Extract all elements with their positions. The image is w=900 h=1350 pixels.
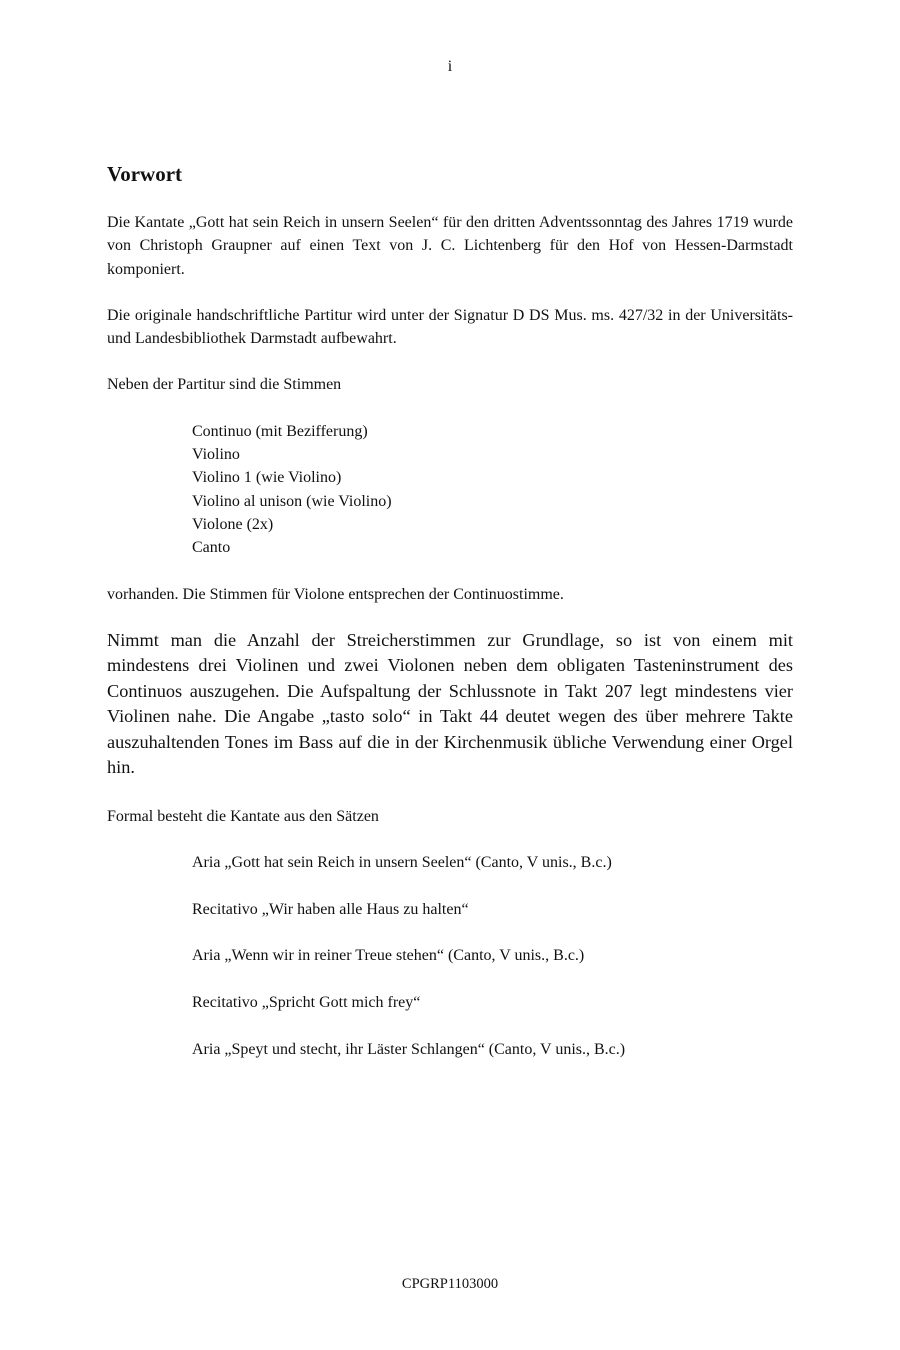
list-item: Violino	[192, 446, 240, 464]
list-item: Violone (2x)	[192, 515, 274, 533]
footer-catalog-code: CPGRP1103000	[401, 1276, 499, 1292]
list-item: Continuo (mit Bezifferung)	[192, 422, 368, 440]
page-title: Vorwort	[107, 162, 183, 186]
list-item: Violino 1 (wie Violino)	[192, 469, 342, 487]
list-item: Aria „Gott hat sein Reich in unsern Seelen“ (Canto, V unis., B.c.)	[192, 854, 612, 872]
list-item: Recitativo „Spricht Gott mich frey“	[192, 993, 421, 1011]
list-item: Aria „Speyt und stecht, ihr Läster Schlangen“ (Canto, V unis., B.c.)	[192, 1040, 626, 1058]
list-item: Recitativo „Wir haben alle Haus zu halten“	[192, 900, 469, 918]
document-body	[107, 158, 793, 1084]
parts-outro-paragraph: vorhanden. Die Stimmen für Violone entsprechen der Continuostimme.	[107, 585, 564, 603]
voices-list	[107, 420, 793, 560]
intro-paragraph: Die Kantate „Gott hat sein Reich in unsern Seelen“ für den dritten Adventssonntag des Jahres 1719 wurde von Christoph Graupner auf einen Text von J. C. Lichtenberg für den Hof von Hessen-Darmstadt komponiert.	[107, 214, 793, 278]
movements-intro-paragraph: Formal besteht die Kantate aus den Sätzen	[107, 807, 379, 825]
page-number: i	[447, 58, 453, 75]
source-paragraph: Die originale handschriftliche Partitur wird unter der Signatur D DS Mus. ms. 427/32 in der Universitäts- und Landesbibliothek Darmstadt aufbewahrt.	[107, 306, 793, 348]
list-item: Aria „Wenn wir in reiner Treue stehen“ (Canto, V unis., B.c.)	[192, 947, 585, 965]
instrumentation-paragraph: Nimmt man die Anzahl der Streicherstimmen zur Grundlage, so ist von einem mit mindestens drei Violinen und zwei Violonen neben dem obligaten Tasteninstrument des Continuos auszugehen. Die Aufspaltung der Schlussnote in Takt 207 legt mindestens vier Violinen nahe. Die Angabe „tasto solo“ in Takt 44 deutet wegen des über mehrere Takte auszuhaltenden Tones im Bass auf die in der Kirchenmusik übliche Verwendung einer Orgel hin.	[107, 629, 793, 778]
list-item: Canto	[192, 539, 231, 557]
parts-intro-paragraph: Neben der Partitur sind die Stimmen	[107, 376, 342, 394]
movements-list	[107, 851, 793, 1061]
list-item: Violino al unison (wie Violino)	[192, 492, 392, 510]
